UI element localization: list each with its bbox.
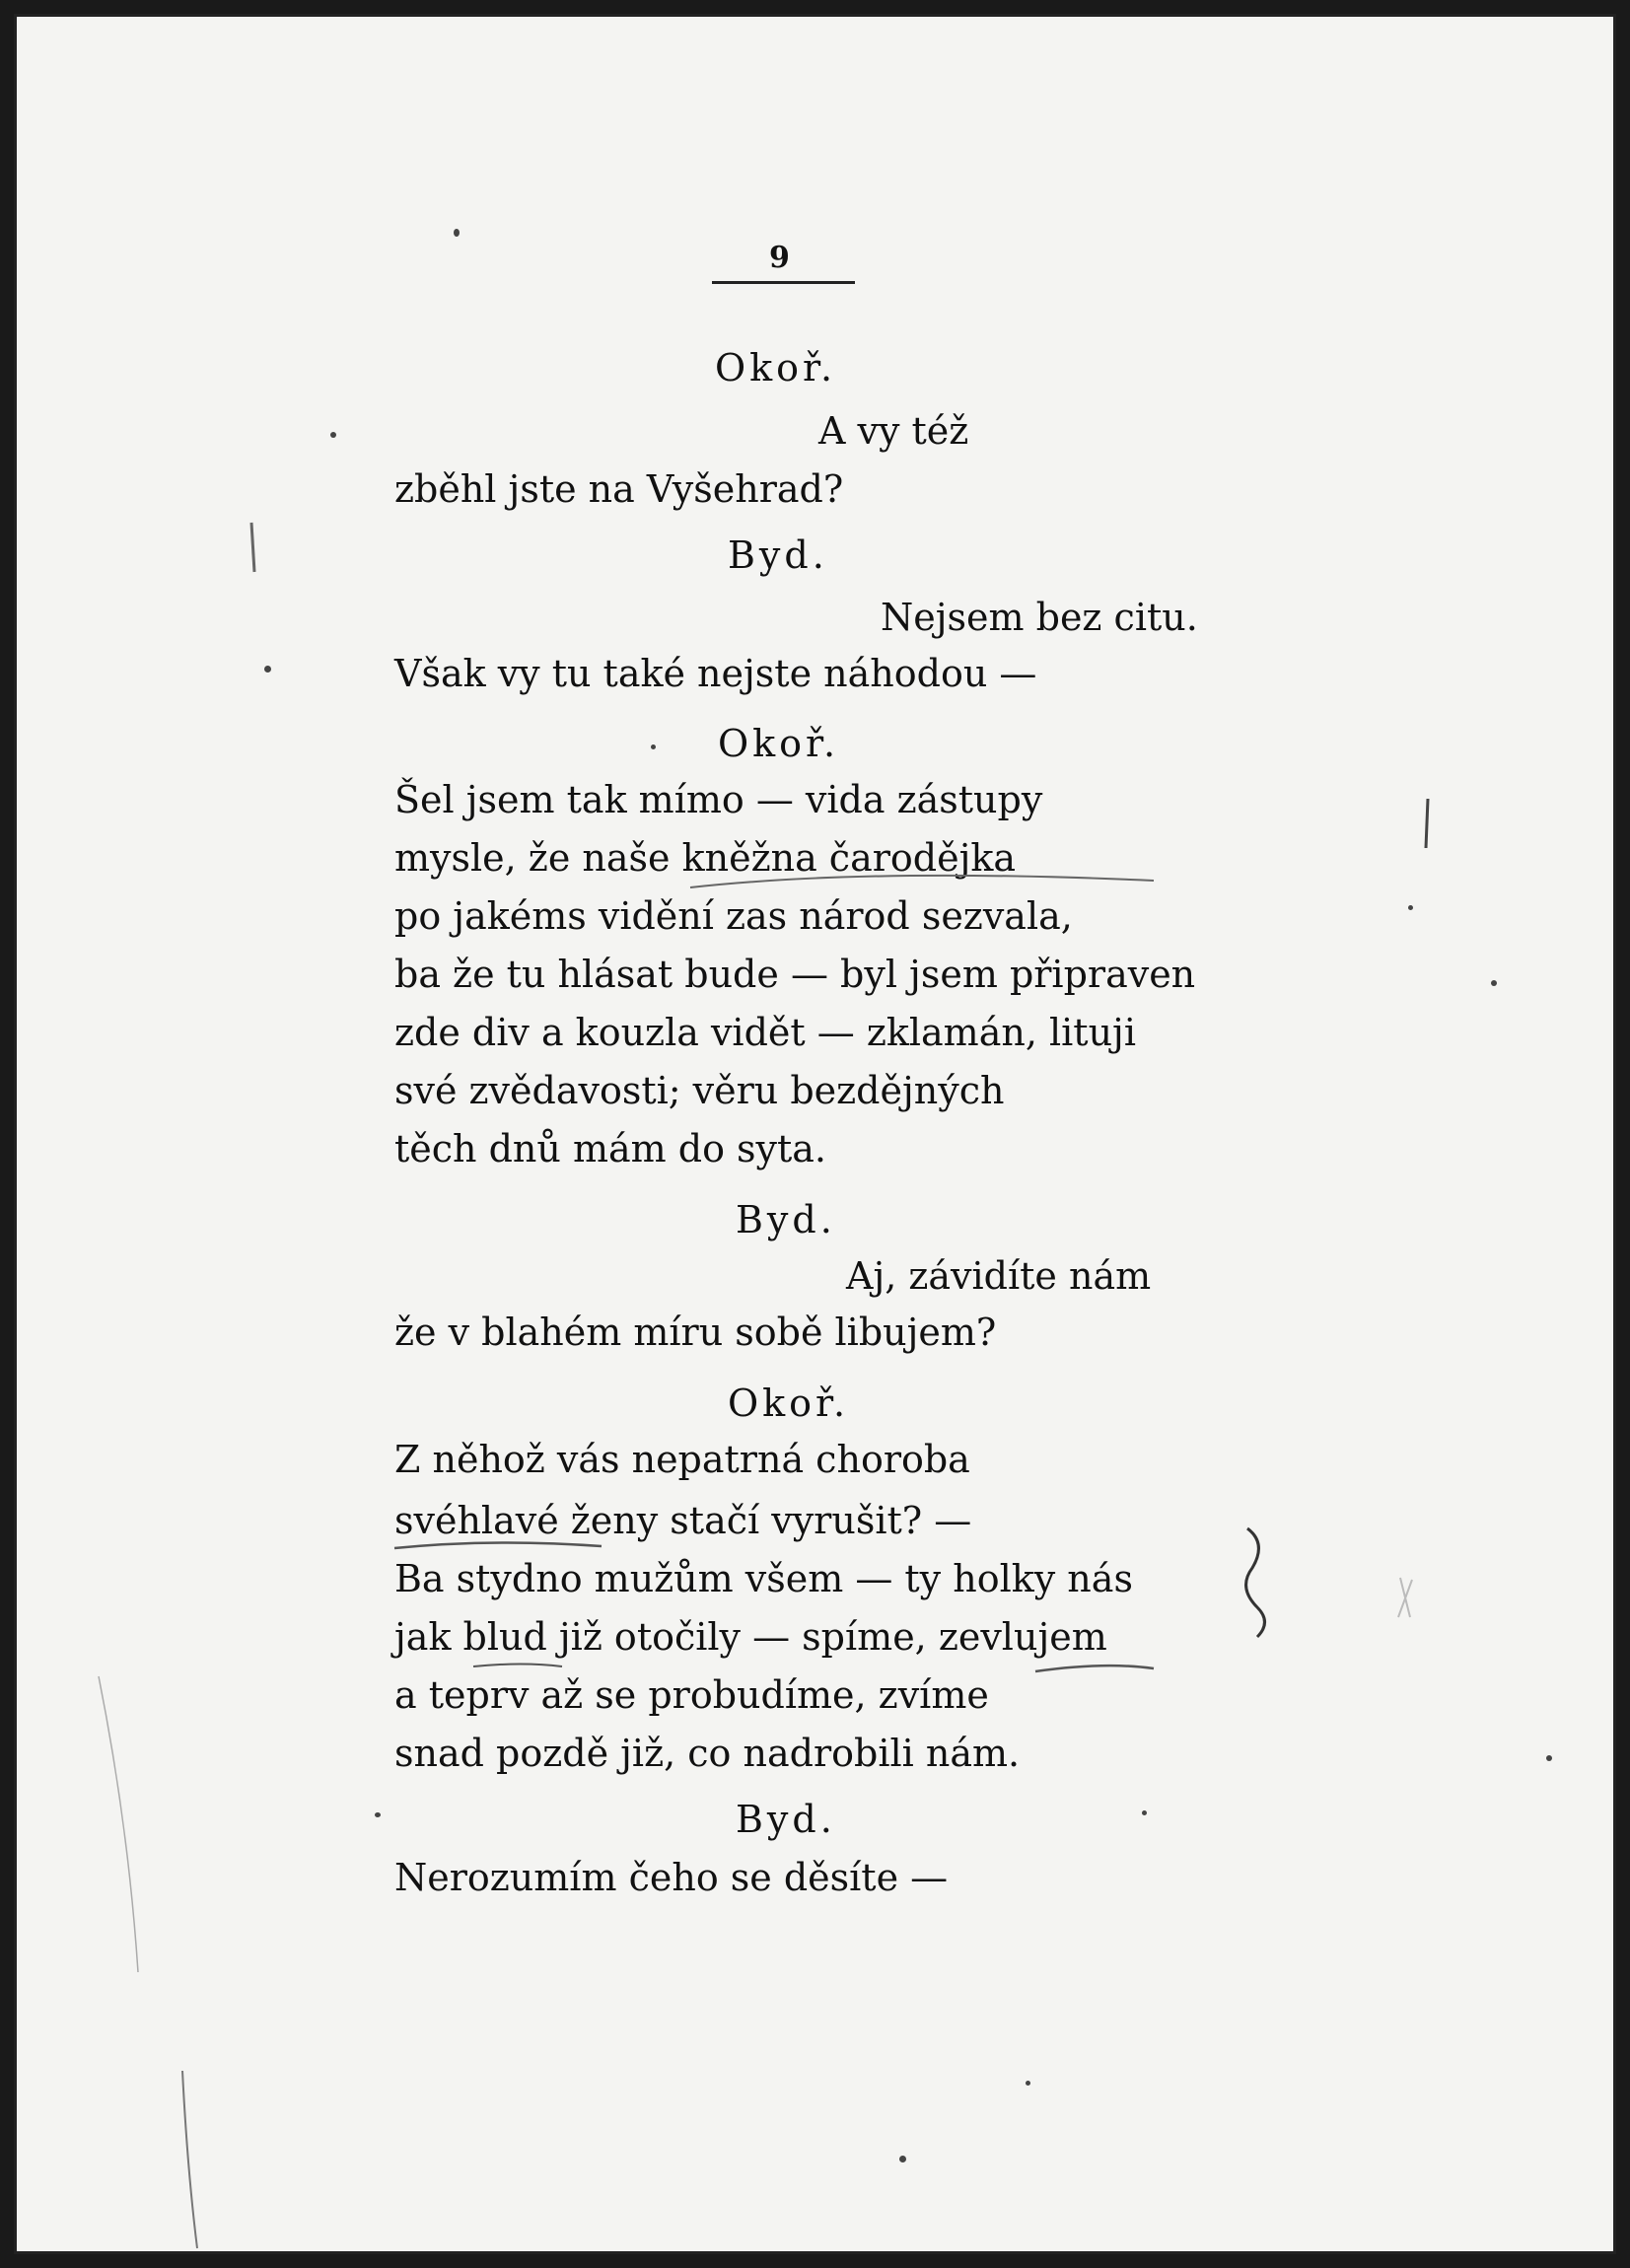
verse-line: Nerozumím čeho se děsíte — — [394, 1856, 949, 1899]
verse-line: svéhlavé ženy stačí vyrušit? — — [394, 1499, 972, 1542]
scan-speck — [375, 1812, 381, 1817]
verse-line: a teprv až se probudíme, zvíme — [394, 1673, 989, 1717]
verse-line: Ba stydno mužům všem — ty holky nás — [394, 1557, 1133, 1600]
scan-speck — [330, 432, 336, 438]
scan-speck — [1142, 1810, 1147, 1815]
speaker-name: Byd. — [736, 1198, 836, 1241]
scan-speck — [1408, 905, 1413, 910]
verse-line: Aj, závidíte nám — [846, 1254, 1152, 1298]
scan-speck — [454, 229, 460, 237]
verse-line: jak blud již otočily — spíme, zevlujem — [394, 1615, 1107, 1659]
verse-line: ba že tu hlásat bude — byl jsem připraven — [394, 953, 1196, 996]
speaker-name: Okoř. — [728, 1382, 850, 1425]
verse-line: mysle, že naše kněžna čarodějka — [394, 836, 1017, 880]
scan-speck — [899, 2156, 906, 2162]
scan-speck — [1491, 980, 1497, 986]
verse-line: že v blahém míru sobě libujem? — [394, 1311, 997, 1354]
speaker-name: Byd. — [736, 1798, 836, 1841]
verse-line: Nejsem bez citu. — [881, 596, 1198, 639]
verse-line: Z něhož vás nepatrná choroba — [394, 1438, 970, 1481]
verse-line: těch dnů mám do syta. — [394, 1127, 827, 1170]
scan-speck — [1546, 1755, 1552, 1761]
verse-line: Však vy tu také nejste náhodou — — [394, 652, 1037, 695]
verse-line: Šel jsem tak mímo — vida zástupy — [394, 778, 1043, 821]
verse-line: po jakéms vidění zas národ sezvala, — [394, 894, 1073, 938]
verse-line: snad pozdě již, co nadrobili nám. — [394, 1732, 1021, 1775]
verse-line: zběhl jste na Vyšehrad? — [394, 467, 844, 511]
verse-line: své zvědavosti; věru bezdějných — [394, 1069, 1005, 1112]
speaker-name: Okoř. — [715, 346, 837, 390]
scan-speck — [651, 744, 656, 749]
speaker-name: Byd. — [728, 533, 828, 577]
verse-line: A vy též — [818, 409, 969, 453]
page-number: 9 — [769, 241, 790, 275]
speaker-name: Okoř. — [718, 722, 840, 765]
scan-speck — [1026, 2081, 1030, 2086]
verse-line: zde div a kouzla vidět — zklamán, lituji — [394, 1011, 1136, 1054]
scan-speck — [264, 666, 271, 673]
